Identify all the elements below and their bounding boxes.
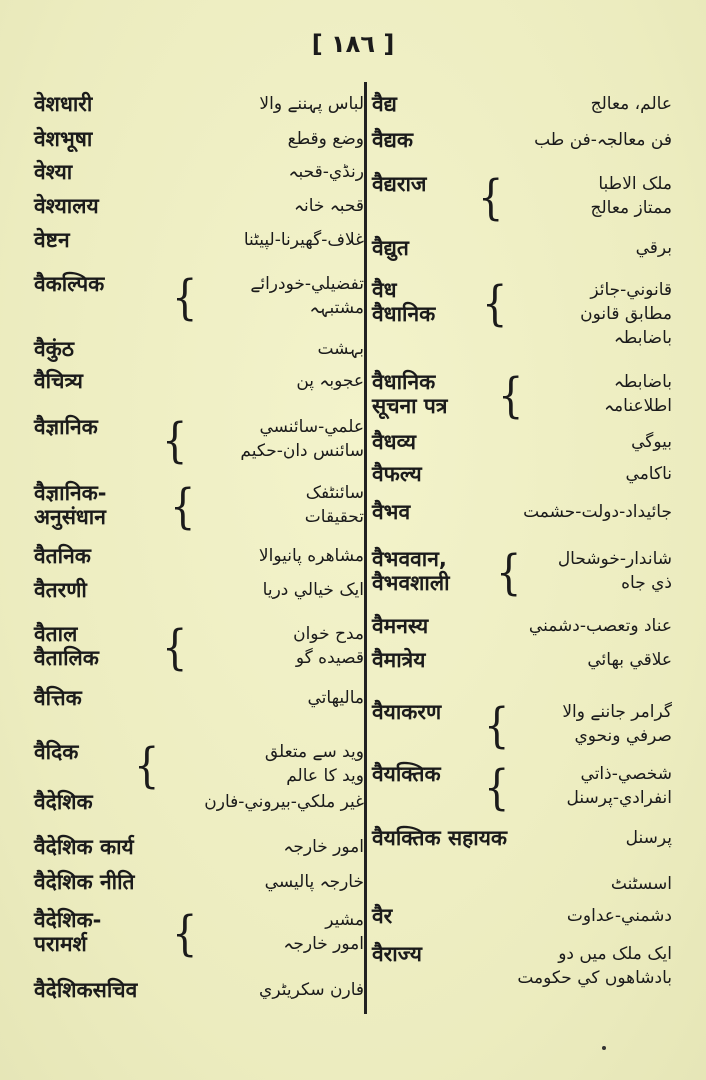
urdu-definition: خارجہ پاليسي	[264, 872, 364, 892]
hindi-headword: वैकल्पिक	[34, 272, 105, 296]
dictionary-entry	[34, 620, 364, 676]
page-number: [ ١٨٦ ]	[311, 30, 395, 58]
column-divider	[364, 82, 367, 1014]
urdu-definition: عجوبہ پن	[296, 371, 364, 391]
hindi-headword: वैध वैधानिक	[372, 278, 436, 326]
grouping-brace: {	[482, 276, 508, 332]
urdu-definition: غير ملکي-بيروني-فارن	[204, 792, 364, 812]
hindi-headword: वैद्य	[372, 92, 397, 116]
grouping-brace: {	[162, 413, 188, 469]
hindi-headword: वैदेशिक	[34, 790, 93, 814]
dictionary-entry	[34, 835, 364, 875]
hindi-headword: वैतनिक	[34, 544, 91, 568]
urdu-definition: علمي-سائنسي سائنس دان-حکيم	[240, 417, 364, 461]
urdu-definition: شاندار-خوشحال ذي جاه	[557, 549, 672, 593]
dictionary-entry	[372, 760, 672, 816]
hindi-headword: वैदेशिक- परामर्श	[34, 908, 102, 956]
dictionary-entry	[34, 228, 364, 268]
dictionary-entry	[34, 270, 364, 326]
dictionary-entry	[34, 369, 364, 409]
urdu-definition: جائيداد-دولت-حشمت	[523, 502, 672, 522]
hindi-headword: वेष्टन	[34, 228, 70, 252]
hindi-headword: वेशधारी	[34, 92, 93, 116]
urdu-definition: بہشت	[317, 339, 364, 359]
dictionary-entry	[372, 170, 672, 226]
urdu-definition: پرسنل	[625, 828, 672, 848]
hindi-headword: वेश्या	[34, 160, 73, 184]
hindi-headword: वैभववान, वैभवशाली	[372, 547, 450, 595]
hindi-headword: वैद्यराज	[372, 172, 427, 196]
hindi-headword: वैयक्तिक सहायक	[372, 826, 508, 850]
grouping-brace: {	[172, 270, 198, 326]
urdu-definition: مشاهره پانيوالا	[258, 546, 364, 566]
urdu-definition: ماليهاتي	[307, 688, 364, 708]
grouping-brace: {	[170, 479, 196, 535]
dictionary-entry	[372, 128, 672, 168]
urdu-definition: تفضيلي-خودرائے مشتبہہ	[250, 274, 364, 318]
urdu-definition: عالم، معالج	[590, 94, 672, 114]
urdu-definition: قانوني-جائز مطابق قانون باضابطہ	[580, 280, 672, 348]
grouping-brace: {	[172, 906, 198, 962]
hindi-headword: वैदिक	[34, 740, 79, 764]
grouping-brace: {	[498, 368, 524, 424]
dictionary-entry	[34, 578, 364, 618]
hindi-headword: वैद्यक	[372, 128, 414, 152]
hindi-headword: वैयक्तिक	[372, 762, 441, 786]
hindi-headword: वैभव	[372, 500, 411, 524]
hindi-headword: वैत्तिक	[34, 686, 82, 710]
urdu-definition: لباس پہننے والا	[259, 94, 364, 114]
hindi-headword: वैफल्य	[372, 462, 422, 486]
urdu-definition: رنڈي-قحبہ	[288, 162, 364, 182]
urdu-definition: ايک خيالي دريا	[262, 580, 364, 600]
ink-dot	[602, 1046, 606, 1050]
hindi-headword: वैताल वैतालिक	[34, 622, 99, 670]
dictionary-entry	[34, 738, 364, 794]
hindi-headword: वैमनस्य	[372, 614, 429, 638]
urdu-definition: امور خارجہ	[283, 837, 364, 857]
hindi-headword: वैधव्य	[372, 430, 416, 454]
dictionary-entry	[372, 500, 672, 540]
dictionary-entry	[372, 276, 672, 348]
grouping-brace: {	[478, 170, 504, 226]
hindi-headword: वैर	[372, 904, 393, 928]
dictionary-entry	[372, 368, 672, 424]
urdu-definition: دشمني-عداوت	[566, 906, 672, 926]
hindi-headword: वैधानिक सूचना पत्र	[372, 370, 448, 418]
hindi-headword: वैद्युत	[372, 236, 409, 260]
urdu-definition: وضع وقطع	[287, 129, 364, 149]
dictionary-entry	[34, 790, 364, 830]
urdu-definition: مدح خوان قصيده گو	[293, 624, 364, 668]
urdu-definition: گرامر جاننے والا صرفي ونحوي	[562, 702, 672, 746]
dictionary-entry	[372, 904, 672, 944]
dictionary-entry	[34, 686, 364, 726]
urdu-definition: فن معالجہ-فن طب	[534, 130, 672, 150]
hindi-headword: वेशभूषा	[34, 127, 93, 151]
urdu-definition: ملک الاطبا ممتاز معالج	[590, 174, 672, 218]
hindi-headword: वैकुंठ	[34, 337, 75, 361]
urdu-definition: برقي	[635, 238, 672, 258]
grouping-brace: {	[484, 760, 510, 816]
dictionary-entry	[372, 942, 672, 988]
hindi-headword: वैदेशिक नीति	[34, 870, 135, 894]
hindi-headword: वैदेशिकसचिव	[34, 978, 138, 1002]
dictionary-entry	[34, 479, 364, 535]
urdu-definition: باضابطہ اطلاعنامہ	[604, 372, 672, 416]
dictionary-entry	[34, 92, 364, 132]
hindi-headword: वैराज्य	[372, 942, 422, 966]
right-column	[372, 0, 672, 1080]
dictionary-entry	[372, 648, 672, 688]
hindi-headword: वैमात्रेय	[372, 648, 426, 672]
urdu-definition: فارن سکريٹري	[259, 980, 364, 1000]
urdu-definition: ايک ملک ميں دو بادشاهوں کي حکومت	[517, 944, 672, 988]
urdu-definition: غلاف-گھيرنا-لپيٹنا	[243, 230, 364, 250]
grouping-brace: {	[496, 545, 522, 601]
hindi-headword: वैतरणी	[34, 578, 87, 602]
dictionary-entry	[372, 698, 672, 754]
hindi-headword: वैज्ञानिक- अनुसंधान	[34, 481, 107, 529]
dictionary-entry	[34, 413, 364, 469]
dictionary-entry	[34, 870, 364, 910]
hindi-headword: वैचित्र्य	[34, 369, 83, 393]
urdu-definition: سائنٹفک تحقيقات	[304, 483, 364, 527]
left-column	[34, 0, 364, 1080]
dictionary-entry	[372, 92, 672, 132]
urdu-definition: شخصي-ذاتي انفرادي-پرسنل	[566, 764, 672, 808]
grouping-brace: {	[484, 698, 510, 754]
dictionary-entry	[34, 978, 364, 1018]
urdu-definition: اسسٹنٹ	[610, 874, 672, 894]
urdu-definition: مشير امور خارجہ	[283, 910, 364, 954]
dictionary-entry	[372, 462, 672, 502]
grouping-brace: {	[162, 620, 188, 676]
dictionary-entry	[34, 906, 364, 962]
hindi-headword: वैयाकरण	[372, 700, 442, 724]
dictionary-entry	[372, 236, 672, 276]
urdu-definition: ويد سے متعلق ويد کا عالم	[264, 742, 364, 786]
grouping-brace: {	[134, 738, 160, 794]
urdu-definition: ناکامي	[625, 464, 672, 484]
urdu-definition: قحبہ خانہ	[294, 196, 364, 216]
urdu-definition: علاقي بهائي	[587, 650, 672, 670]
dictionary-entry	[372, 826, 672, 866]
hindi-headword: वैज्ञानिक	[34, 415, 98, 439]
urdu-definition: بيوگي	[631, 432, 672, 452]
dictionary-entry	[372, 545, 672, 601]
hindi-headword: वैदेशिक कार्य	[34, 835, 134, 859]
urdu-definition: عناد وتعصب-دشمني	[528, 616, 672, 636]
hindi-headword: वेश्यालय	[34, 194, 99, 218]
